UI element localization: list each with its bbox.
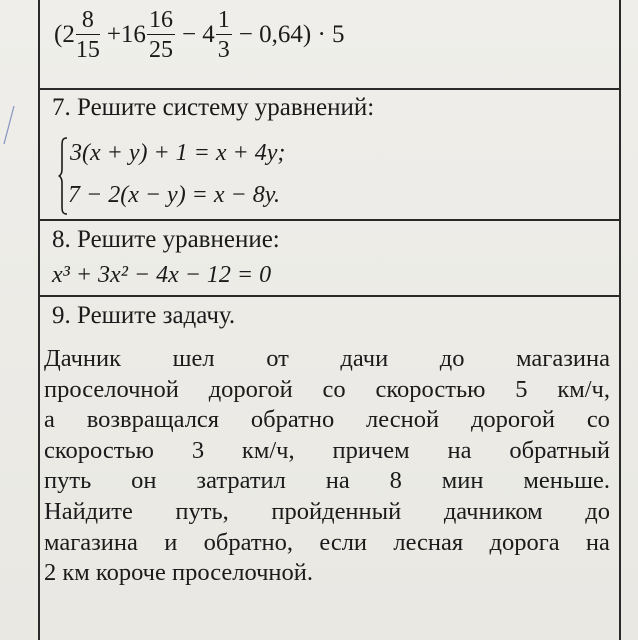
word: затратил	[196, 467, 286, 495]
system-equation-1: 3(x + y) + 1 = x + 4y;	[70, 140, 286, 166]
word: если	[319, 528, 368, 556]
word: 3	[191, 436, 205, 464]
word: со	[586, 406, 610, 434]
word: дорогой	[470, 406, 555, 434]
word: обратно,	[203, 528, 294, 556]
task9-title: 9. Решите задачу.	[52, 302, 236, 329]
word: магазина	[516, 345, 610, 372]
word: км/ч,	[557, 375, 610, 403]
word: скоростью	[375, 375, 486, 403]
word: проселочной	[44, 375, 179, 403]
word: причем	[332, 436, 410, 464]
word: путь	[44, 467, 92, 495]
text-line	[44, 528, 610, 559]
word: лесной	[366, 406, 440, 434]
text-line	[44, 375, 610, 406]
task6-expression	[54, 8, 345, 62]
fraction-1: $\frac{8}{15}$	[75, 7, 100, 63]
word: обратно	[250, 406, 335, 434]
word: лесная	[393, 528, 464, 556]
text-line	[44, 497, 610, 528]
word: до	[585, 497, 610, 525]
table-right-border	[619, 0, 621, 640]
expr-minus: − 4	[181, 21, 215, 48]
word: со	[322, 375, 346, 403]
fraction-2: $\frac{16}{25}$	[148, 7, 173, 63]
word: мин	[441, 467, 484, 495]
table-left-border	[38, 0, 40, 640]
word: на	[585, 528, 610, 556]
word: путь,	[175, 497, 229, 525]
word: 2 км короче проселочной.	[44, 559, 314, 587]
word: возвращался	[86, 406, 220, 434]
word: Дачник	[44, 345, 122, 372]
word: магазина	[44, 528, 138, 556]
word: 8	[389, 467, 402, 495]
task7-title: 7. Решите систему уравнений:	[52, 94, 375, 121]
word: обратный	[509, 436, 610, 464]
row-divider	[38, 88, 621, 90]
expr-rest: − 0,64) · 5	[238, 21, 345, 48]
text-line	[44, 466, 610, 497]
system-equation-2: 7 − 2(x − y) = x − 8y.	[68, 182, 281, 208]
text-line	[44, 558, 610, 589]
word: он	[131, 467, 157, 495]
word: км/ч,	[241, 436, 295, 464]
word: а	[44, 406, 55, 434]
word: дачником	[443, 497, 543, 525]
fraction-3: $\frac{1}{3}$	[217, 7, 230, 63]
pen-mark	[0, 100, 30, 160]
word: дачи	[340, 345, 389, 372]
task9-problem-text	[44, 344, 610, 589]
word: на	[447, 436, 472, 464]
text-line	[44, 436, 610, 467]
word: до	[439, 345, 465, 372]
word: шел	[172, 345, 215, 372]
word: скоростью	[44, 436, 154, 464]
word: меньше.	[523, 467, 610, 495]
row-divider	[38, 219, 621, 221]
text-line	[44, 344, 610, 375]
word: 5	[515, 375, 528, 403]
row-divider	[38, 295, 621, 297]
word: Найдите	[44, 497, 133, 525]
word: дорогой	[208, 375, 293, 403]
system-brace	[58, 137, 68, 215]
text-line	[44, 405, 610, 436]
word: и	[164, 528, 178, 556]
expr-plus: +16	[106, 21, 146, 48]
task8-equation: x³ + 3x² − 4x − 12 = 0	[52, 262, 272, 288]
word: пройденный	[271, 497, 402, 525]
expr-open: (2	[54, 21, 75, 48]
word: дорога	[489, 528, 560, 556]
word: на	[325, 467, 350, 495]
task8-title: 8. Решите уравнение:	[52, 226, 280, 253]
word: от	[266, 345, 289, 372]
